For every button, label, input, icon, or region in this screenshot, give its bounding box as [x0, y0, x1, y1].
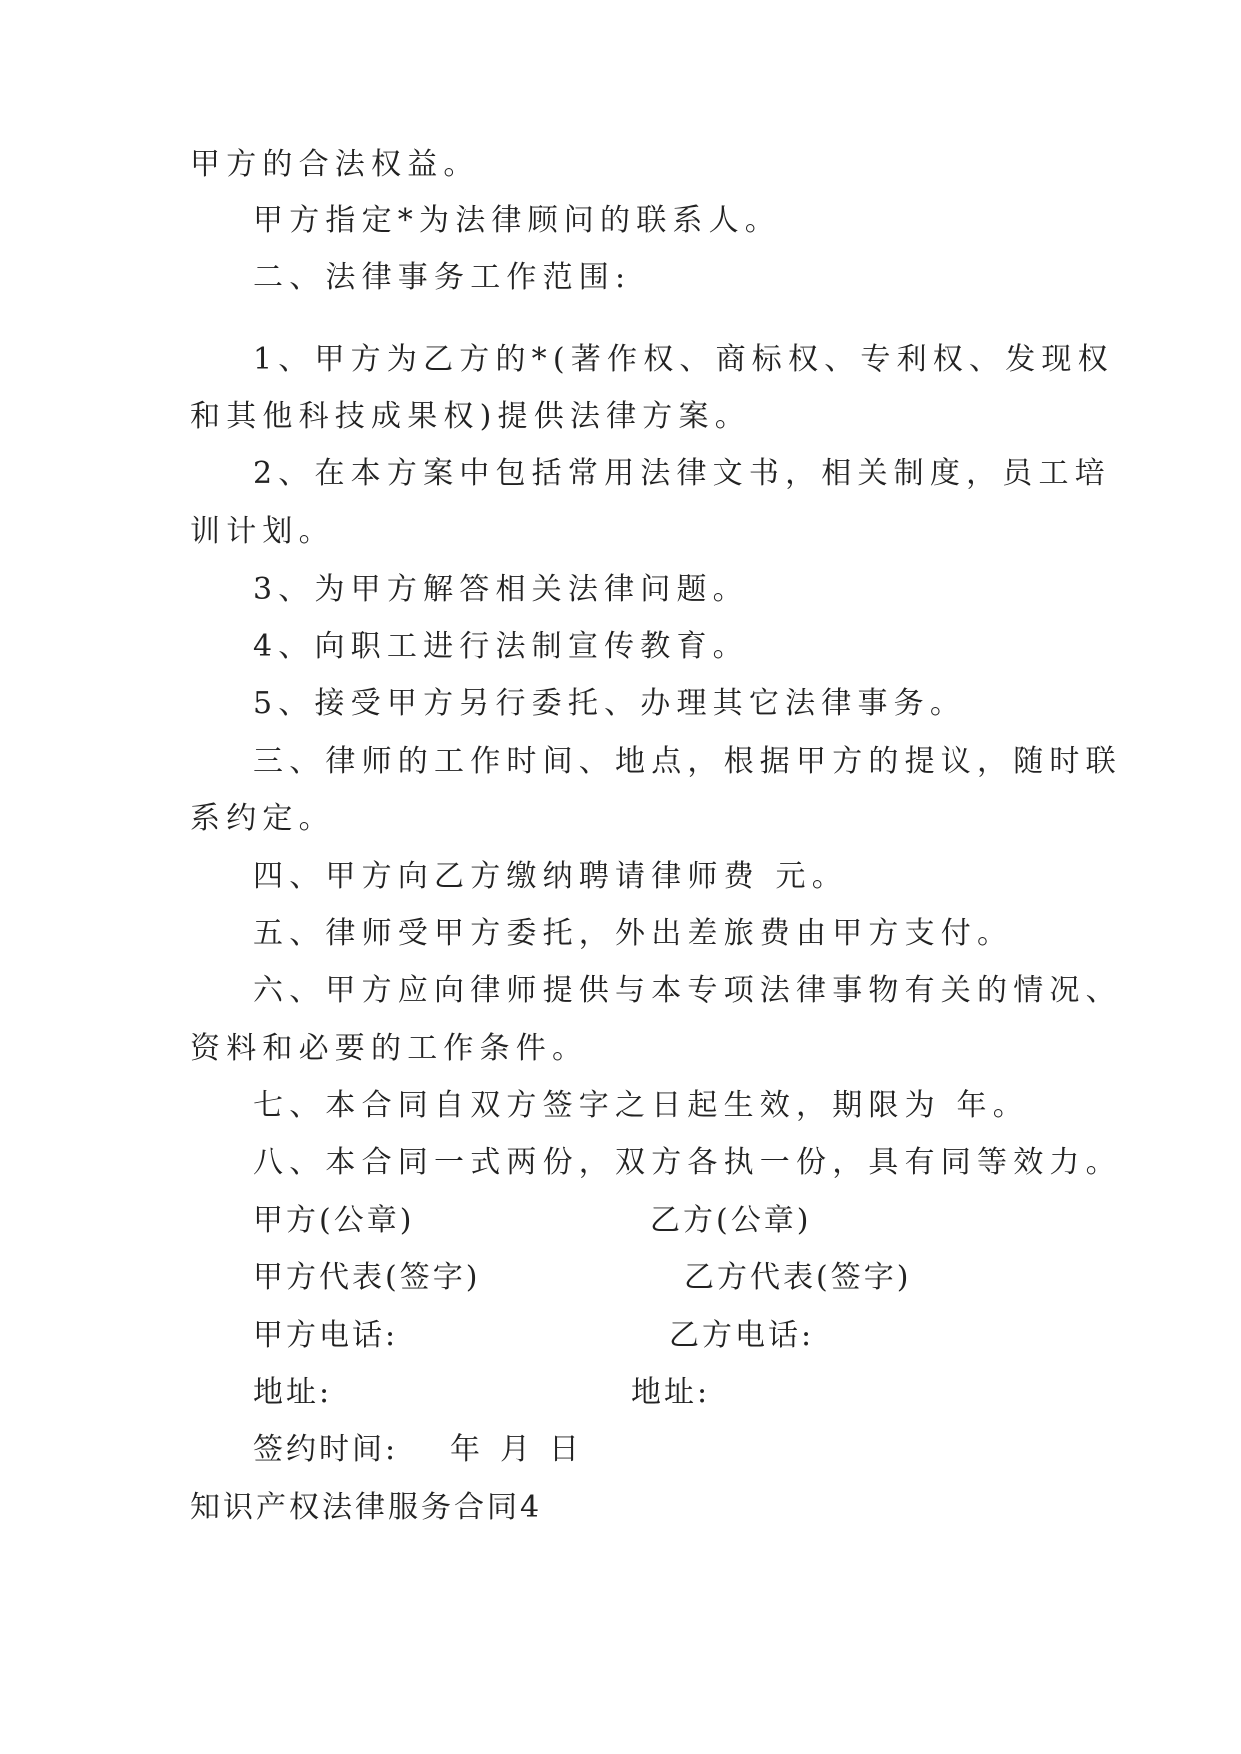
paragraph-line: 1、甲方为乙方的*(著作权、商标权、专利权、发现权 [253, 342, 1114, 377]
sign-day: 日 [549, 1432, 582, 1467]
party-b-seal: 乙方(公章) [650, 1203, 812, 1238]
paragraph-line: 资料和必要的工作条件。 [190, 1031, 589, 1066]
party-b-representative: 乙方代表(签字) [684, 1260, 912, 1295]
paragraph-line: 八、本合同一式两份，双方各执一份，具有同等效力。 [253, 1145, 1122, 1180]
next-document-heading: 知识产权法律服务合同4 [190, 1490, 543, 1525]
paragraph-line: 2、在本方案中包括常用法律文书，相关制度，员工培 [253, 456, 1111, 491]
paragraph-line: 系约定。 [190, 801, 335, 836]
sign-year: 年 [450, 1432, 483, 1467]
paragraph-line: 甲方的合法权益。 [190, 147, 480, 182]
paragraph-line: 三、律师的工作时间、地点，根据甲方的提议，随时联 [253, 744, 1122, 779]
paragraph-line: 3、为甲方解答相关法律问题。 [253, 572, 749, 607]
party-a-address: 地址: [253, 1375, 333, 1410]
paragraph-line: 五、律师受甲方委托，外出差旅费由甲方支付。 [253, 916, 1014, 951]
paragraph-line: 4、向职工进行法制宣传教育。 [253, 629, 749, 664]
party-a-representative: 甲方代表(签字) [253, 1260, 481, 1295]
paragraph-line: 四、甲方向乙方缴纳聘请律师费 元。 [253, 859, 848, 894]
party-b-phone: 乙方电话: [669, 1318, 815, 1353]
party-b-address: 地址: [631, 1375, 711, 1410]
section-heading: 二、法律事务工作范围: [253, 260, 632, 295]
party-a-seal: 甲方(公章) [253, 1203, 415, 1238]
paragraph-line: 甲方指定*为法律顾问的联系人。 [253, 203, 781, 238]
paragraph-line: 训计划。 [190, 514, 335, 549]
paragraph-line: 七、本合同自双方签字之日起生效，期限为 年。 [253, 1088, 1029, 1123]
paragraph-line: 和其他科技成果权)提供法律方案。 [190, 399, 751, 434]
paragraph-line: 六、甲方应向律师提供与本专项法律事物有关的情况、 [253, 973, 1122, 1008]
sign-month: 月 [500, 1432, 533, 1467]
sign-time-label: 签约时间: [253, 1432, 399, 1467]
paragraph-line: 5、接受甲方另行委托、办理其它法律事务。 [253, 686, 967, 721]
party-a-phone: 甲方电话: [253, 1318, 399, 1353]
